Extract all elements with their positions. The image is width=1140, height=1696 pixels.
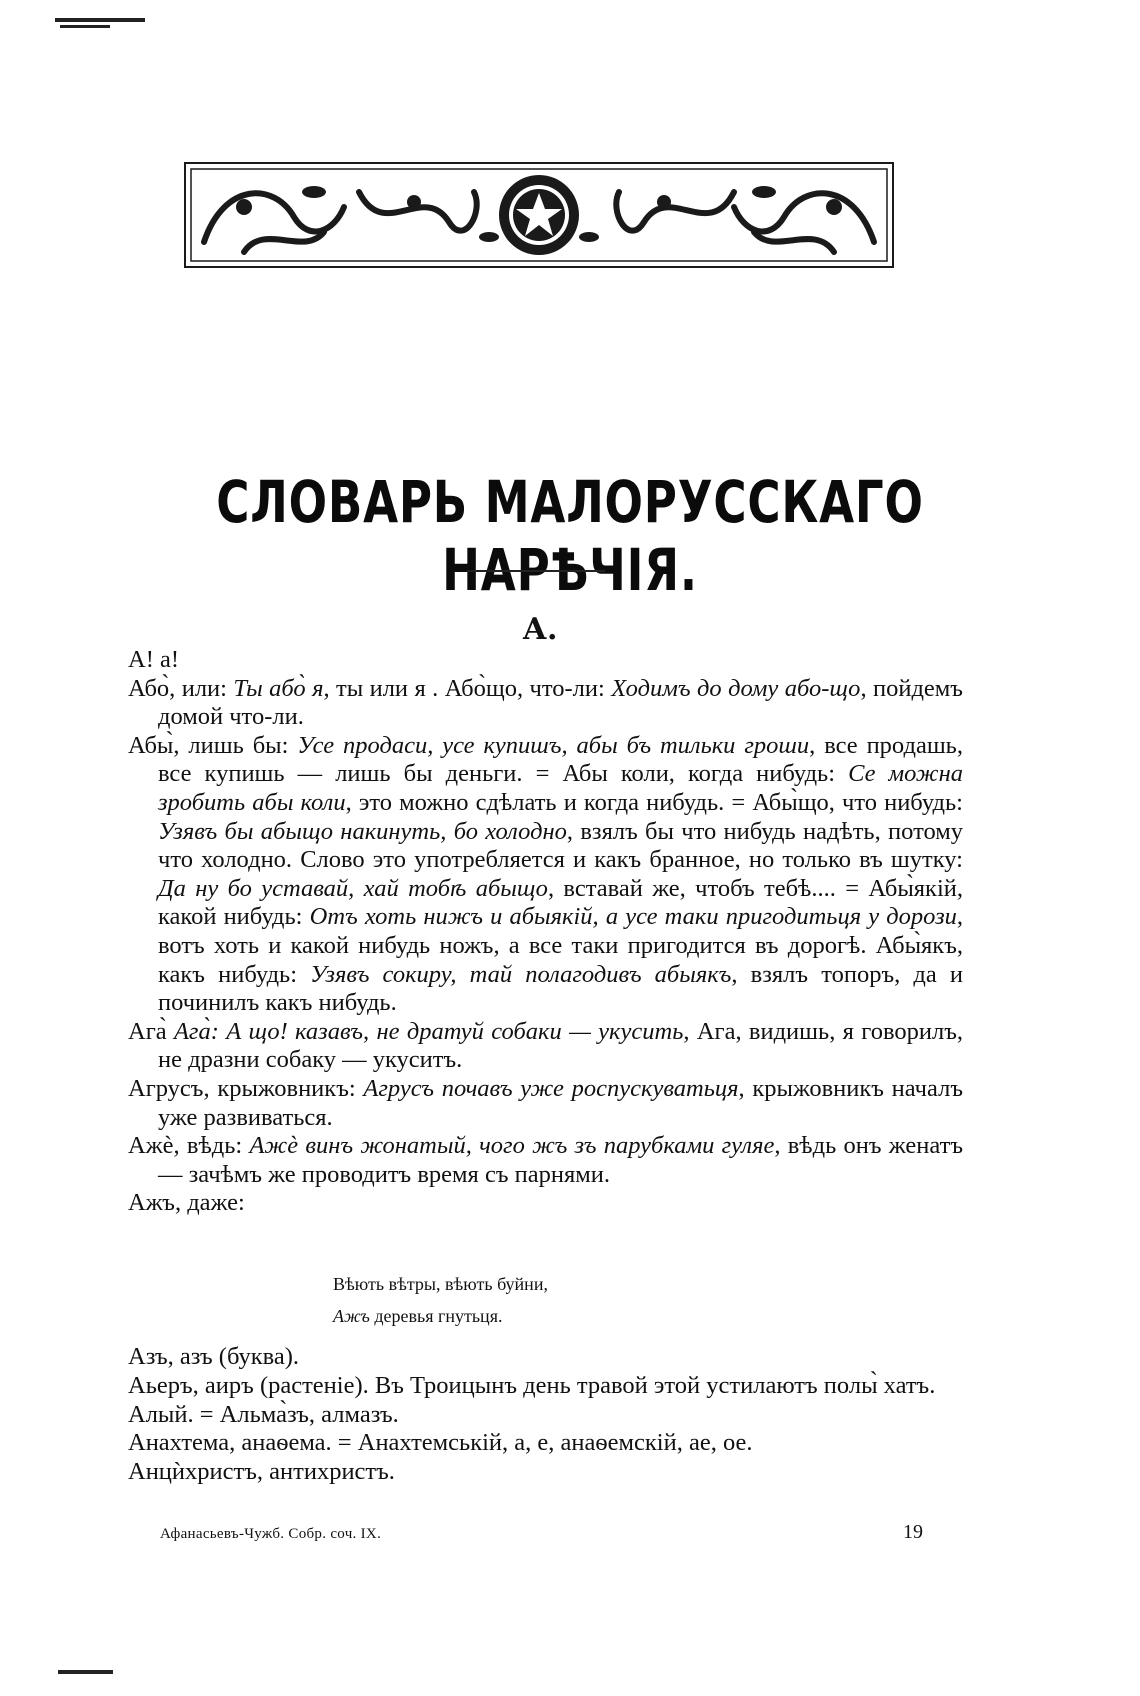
dictionary-entry	[128, 1018, 963, 1075]
entry-text: Агрусъ, крыжовникъ:	[128, 1074, 364, 1102]
entry-text: , вставай же, чтобъ тебѣ.... = Абы̀якій, какой нибудь:	[158, 874, 963, 931]
example-text: Се можна зробить абы коли	[158, 760, 964, 816]
example-text: Узявъ сокиру, тай полагодивъ абыякъ	[310, 960, 732, 988]
verse-line	[333, 1300, 548, 1332]
dictionary-entries	[128, 646, 963, 1218]
dictionary-entry	[128, 1401, 963, 1430]
example-text: Ты або̀ я	[233, 674, 324, 702]
entry-text: , взялъ бы что нибудь надѣть, потому что холодно. Слово это употребляется и какъ бранное, но только въ шутку:	[158, 817, 963, 874]
floral-star-ornament-icon	[184, 162, 894, 268]
verse-quote	[333, 1268, 548, 1332]
entry-text: , ты или я . Або̀що, что-ли:	[323, 674, 612, 702]
example-text: Ажъ	[333, 1306, 370, 1326]
entry-text: Або̀, или:	[128, 674, 234, 702]
entry-text: , крыжовникъ началъ уже развиваться.	[158, 1074, 963, 1131]
entry-text: , Ага, видишь, я говорилъ, не дразни собаку — укуситъ.	[158, 1017, 963, 1074]
page-title: СЛОВАРЬ МАЛОРУССКАГО НАРѢЧІЯ.	[216, 468, 924, 604]
dictionary-entry	[128, 646, 963, 675]
entry-text: Ажѐ, вѣдь:	[128, 1132, 250, 1160]
scan-speck-bottom-left	[58, 1670, 113, 1674]
dictionary-entry	[128, 1372, 963, 1401]
entry-text: Азъ, азъ (буква).	[128, 1343, 300, 1370]
example-text: Отъ хоть нижъ и абыякій, а усе таки пригодитьця у дорози	[309, 903, 957, 931]
example-text: Агрусъ почавъ уже роспускуватьця	[363, 1074, 739, 1102]
dictionary-entry	[128, 675, 963, 732]
dictionary-entry	[128, 1189, 963, 1218]
dictionary-entry	[128, 1075, 963, 1132]
entry-text: Анахтема, анаѳема. = Анахтемській, а, е, анаѳемскій, ае, ое.	[128, 1429, 753, 1457]
dictionary-entry	[128, 1429, 963, 1458]
verse-line	[333, 1268, 548, 1300]
entry-text: , взялъ топоръ, да и починилъ какъ нибудь.	[158, 960, 963, 1017]
entry-text: Алый. = Альма̀зъ, алмазъ.	[128, 1400, 399, 1428]
scan-speck-top-left-2	[60, 25, 110, 28]
footer-source: Афанасьевъ-Чужб. Собр. соч. IX.	[160, 1526, 382, 1542]
entry-text: , вѣдь онъ женатъ — зачѣмъ же проводитъ время съ парнями.	[158, 1132, 964, 1188]
example-text: Усе продаси, усе купишъ, абы бъ тильки гроши	[297, 731, 810, 759]
dictionary-entry	[128, 1343, 963, 1372]
entry-text: , все продашь, все купишь — лишь бы деньги. = Абы коли, когда нибудь:	[158, 731, 963, 788]
entry-text: , это можно сдѣлать и когда нибудь. = Абы̀що, что нибудь:	[345, 788, 963, 816]
entry-text: А! а!	[128, 646, 180, 673]
dictionary-entry	[128, 1458, 963, 1487]
entry-text: Ага̀	[128, 1017, 174, 1045]
entry-text: Вѣють вѣтры, вѣють буйни,	[333, 1274, 548, 1294]
example-text: Да ну бо уставай, хай тобѣ абыщо	[158, 874, 548, 902]
dictionary-entry	[128, 1132, 963, 1189]
example-text: Ажѐ винъ жонатый, чого жъ зъ парубками гуляе	[249, 1132, 775, 1160]
entry-text: Аьеръ, аиръ (растеніе). Въ Троицынъ день травой этой устилаютъ полы̀ хатъ.	[128, 1371, 936, 1399]
section-letter: А.	[522, 612, 558, 647]
dictionary-entry	[128, 732, 963, 1018]
page-number: 19	[903, 1521, 923, 1543]
divider	[467, 570, 605, 572]
entry-text: Абы̀, лишь бы:	[128, 731, 298, 759]
entry-text: , вотъ хоть и какой нибудь ножъ, а все таки пригодится въ дорогѣ. Абы̀якъ, какъ нибудь:	[158, 903, 964, 988]
entry-text: Анцѝхристъ, антихристъ.	[128, 1458, 395, 1486]
scan-speck-top-left	[55, 18, 145, 22]
example-text: Ага̀: А що! казавъ, не дратуй собаки — укусить	[173, 1017, 684, 1045]
example-text: Ходимъ до дому або-що	[611, 674, 861, 702]
entry-text: Ажъ, даже:	[128, 1189, 245, 1217]
example-text: Узявъ бы абыщо накинуть, бо холодно	[158, 817, 567, 845]
dictionary-entries-continued	[128, 1343, 963, 1487]
entry-text: деревья гнутьця.	[369, 1306, 503, 1326]
entry-text: , пойдемъ домой что-ли.	[158, 674, 963, 731]
